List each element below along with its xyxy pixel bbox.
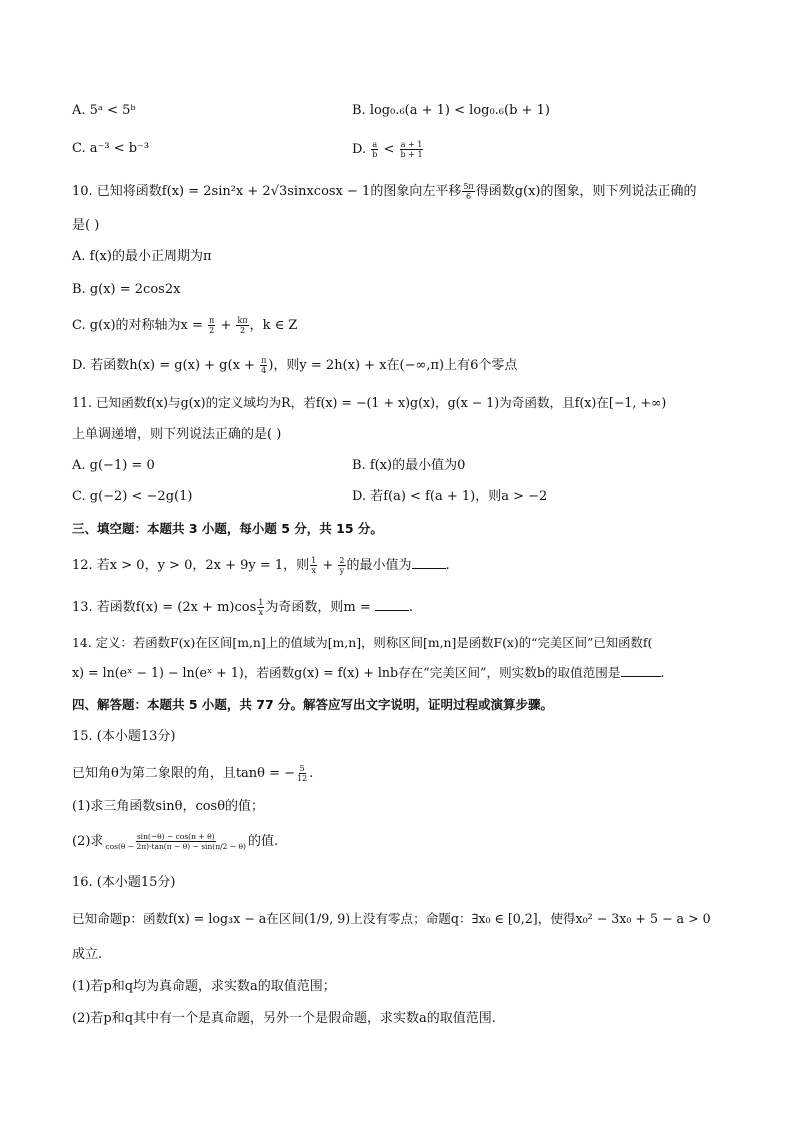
fraction: $\frac{5\pi}{6}$ [463,182,474,201]
fraction: $\frac{1}{x}$ [311,556,317,575]
q16-stem: 已知命题p：函数f(x) = log₃x − a在区间(1/9, 9)上没有零点；命题q：∃x₀ ∈ [0,2]，使得x₀² − 3x₀ + 5 − a > 0 [72,911,711,926]
answer-blank [412,556,446,569]
fraction: $\frac{a + 1}{b + 1}$ [400,140,423,159]
q10-stem: 10. 已知将函数f(x) = 2sin²x + 2√3sinxcosx − 1的图象向左平移 $\frac{5\pi}{6}$ 得函数g(x)的图象，则下列说法正确的 [72,182,697,201]
answer-blank [621,664,661,677]
q16-stem-cont: 成立. [72,947,103,962]
fraction: $\frac{k\pi}{2}$ [237,316,248,335]
section-heading-fill-in: 三、填空题：本题共 3 小题，每小题 5 分，共 15 分。 [72,521,383,536]
q11-stem: 11. 已知函数f(x)与g(x)的定义域均为R，若f(x) = −(1 + x)g(x)，g(x − 1)为奇函数，且f(x)在[−1, +∞) [72,395,667,410]
q15-part-2: (2)求 $\frac{\sin(-\theta) - \cos(\pi + \theta)}{\cos(\theta - 2\pi)\cdot\tan(\pi - \theta) - \sin(\pi/2 - \theta)}$ 的值. [72,832,279,851]
q16-part-1: (1)若p和q均为真命题，求实数a的取值范围； [72,979,336,994]
q9-option-d: D. $\frac{a}{b}$ < $\frac{a + 1}{b + 1}$ [352,140,423,159]
q11-option-b: B. f(x)的最小值为0 [352,458,466,473]
answer-blank [375,598,409,611]
fraction: $\frac{a}{b}$ [372,140,378,159]
fraction: $\frac{\sin(-\theta) - \cos(\pi + \theta)}{\cos(\theta - 2\pi)\cdot\tan(\pi - \theta) - \sin(\pi/2 - \theta)}$ [105,832,246,851]
q15-part-1: (1)求三角函数sinθ，cosθ的值； [72,799,265,814]
q9-option-c: C. a⁻³ < b⁻³ [72,141,150,156]
q11-stem-cont: 上单调递增，则下列说法正确的是( ) [72,427,282,442]
q10-stem-cont: 是( ) [72,218,100,233]
section-heading-solutions: 四、解答题：本题共 5 小题，共 77 分。解答应写出文字说明，证明过程或演算步骤。 [72,697,554,712]
q14-stem: 14. 定义：若函数F(x)在区间[m,n]上的值域为[m,n]，则称区间[m,n]是函数F(x)的“完美区间”已知函数f( [72,635,653,650]
fraction: $\frac{5}{12}$ [297,764,308,783]
q11-option-d: D. 若f(a) < f(a + 1)，则a > −2 [352,489,548,504]
q10-option-a: A. f(x)的最小正周期为π [72,249,212,264]
q10-option-b: B. g(x) = 2cos2x [72,282,181,297]
q11-option-c: C. g(−2) < −2g(1) [72,489,193,504]
q11-option-a: A. g(−1) = 0 [72,458,155,473]
q13: 13. 若函数f(x) = (2x + m)cos $\frac{1}{x}$ 为奇函数，则m = . [72,598,413,617]
q15-heading: 15. (本小题13分) [72,729,176,744]
fraction: $\frac{\pi}{4}$ [261,356,267,375]
fraction: $\frac{2}{y}$ [339,556,345,575]
fraction: $\frac{\pi}{2}$ [209,316,215,335]
q9-option-a: A. 5ᵃ < 5ᵇ [72,103,136,118]
q9-option-b: B. log₀.₆(a + 1) < log₀.₆(b + 1) [352,103,550,118]
q16-heading: 16. (本小题15分) [72,875,176,890]
q10-option-d: D. 若函数h(x) = g(x) + g(x + $\frac{\pi}{4}$ )，则y = 2h(x) + x在(−∞,π)上有6个零点 [72,356,518,375]
q15-stem: 已知角θ为第二象限的角，且tanθ = − $\frac{5}{12}$ . [72,764,314,783]
q12: 12. 若x > 0，y > 0，2x + 9y = 1，则 $\frac{1}{x}$ + $\frac{2}{y}$ 的最小值为 . [72,556,450,575]
q14-stem-cont: x) = ln(eˣ − 1) − ln(eˣ + 1)，若函数g(x) = f(x) + lnb存在“完美区间”，则实数b的取值范围是 . [72,665,665,680]
q10-option-c: C. g(x)的对称轴为x = $\frac{\pi}{2}$ + $\frac{k\pi}{2}$ ，k ∈ Z [72,316,298,335]
q16-part-2: (2)若p和q其中有一个是真命题，另外一个是假命题，求实数a的取值范围. [72,1011,496,1026]
fraction: $\frac{1}{x}$ [258,598,264,617]
